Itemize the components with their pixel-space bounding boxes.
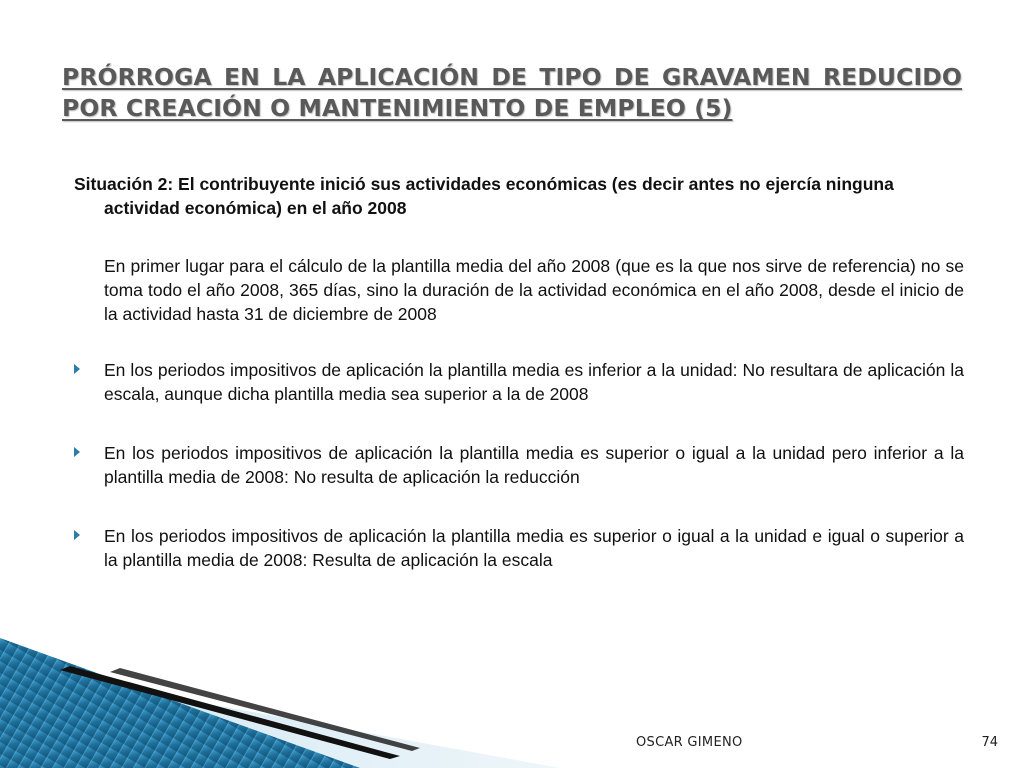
list-item <box>74 358 964 406</box>
list-item <box>74 524 964 572</box>
corner-decoration <box>0 638 1024 768</box>
slide-title: PRÓRROGA EN LA APLICACIÓN DE TIPO DE GRAVAMEN REDUCIDO POR CREACIÓN O MANTENIMIENTO DE EMPLEO (5) <box>62 63 962 122</box>
footer-author: OSCAR GIMENO <box>636 735 743 750</box>
list-item <box>74 441 964 489</box>
bullet-list <box>74 358 964 572</box>
bullet-text: En los periodos impositivos de aplicación la plantilla media es inferior a la unidad: No resultara de aplicación la escala, aunque dicha plantilla media sea superior a la de 2008 <box>104 360 964 404</box>
intro-paragraph: En primer lugar para el cálculo de la plantilla media del año 2008 (que es la que nos sirve de referencia) no se toma todo el año 2008, 365 días, sino la duración de la actividad económica en el año 2008, desde el inicio de la actividad hasta 31 de diciembre de 2008 <box>104 256 964 324</box>
slide-body <box>74 172 964 607</box>
triangle-right-icon <box>74 447 80 457</box>
page-number: 74 <box>981 735 998 750</box>
decoration-blue-wedge <box>0 638 360 768</box>
triangle-right-icon <box>74 364 80 374</box>
bullet-text: En los periodos impositivos de aplicación la plantilla media es superior o igual a la unidad e igual o superior a la plantilla media de 2008: Resulta de aplicación la escala <box>104 526 964 570</box>
triangle-right-icon <box>74 530 80 540</box>
bullet-text: En los periodos impositivos de aplicación la plantilla media es superior o igual a la unidad pero inferior a la plantilla media de 2008: No resulta de aplicación la reducción <box>104 443 964 487</box>
situation-heading: Situación 2: El contribuyente inició sus actividades económicas (es decir antes no ejercía ninguna actividad económica) en el año 2008 <box>74 174 894 218</box>
